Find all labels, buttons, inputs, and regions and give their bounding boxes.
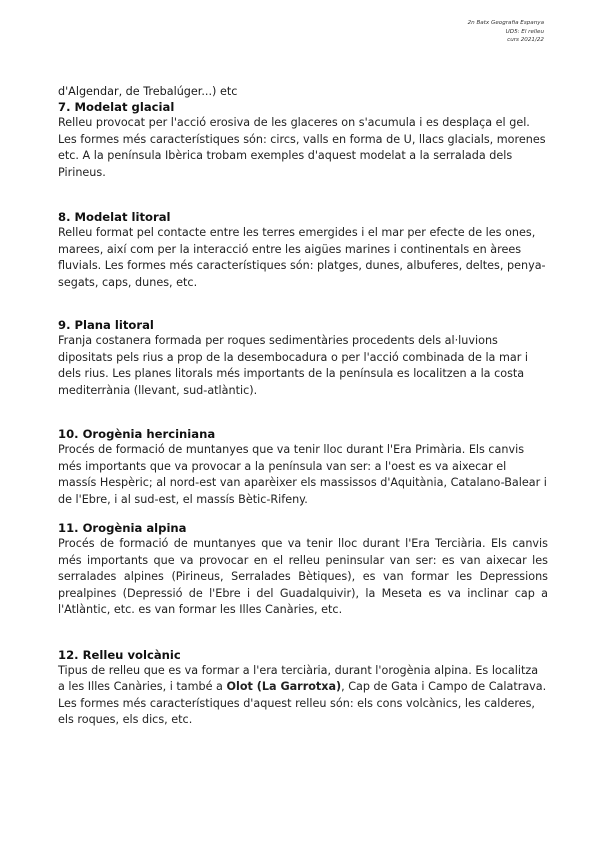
section-heading-plana-litoral: 9. Plana litoral: [58, 318, 154, 332]
page-header: [384, 19, 544, 45]
document-body: [58, 84, 548, 729]
continuation-text: d'Algendar, de Trebalúger...) etc: [58, 85, 238, 98]
section-heading-orogenia-herciniana: 10. Orogènia herciniana: [58, 427, 216, 441]
section-text-orogenia-alpina: Procés de formació de muntanyes que va tenir lloc durant l'Era Terciària. Els canvis més importants que va provocar en el relleu peninsular van ser: es van aixecar les serralades alpines (Pirineus, Serralades Bètiques), es van formar les Depressions prealpines (Depressió de l'Ebre i del Guadalquivir), la Meseta es va inclinar cap a l'Atlàntic, etc. es van formar les Illes Canàries, etc.: [58, 537, 548, 616]
section-heading-glacial: 7. Modelat glacial: [58, 100, 175, 114]
header-year: curs 2021/22: [507, 37, 544, 43]
volcanic-text-part1: Tipus de relleu que es va formar a l'era terciària, durant l'orogènia alpina. Es localitza a les Illes Canàries, i també a: [58, 663, 539, 693]
section-heading-orogenia-alpina: 11. Orogènia alpina: [58, 521, 187, 535]
section-heading-relleu-volcanic: 12. Relleu volcànic: [58, 647, 181, 662]
section-text-plana-litoral: Franja costanera formada per roques sedimentàries procedents dels al·luvions dipositats pels rius a prop de la desembocadura o per l'acció combinada de la mar i dels rius. Les planes litorals més importants de la península es localitzen a la costa mediterrània (llevant, sud-atlàntic).: [58, 334, 528, 397]
header-unit: UD5: El relleu: [505, 28, 544, 35]
header-course: 2n Batx Geografia Espanya: [467, 20, 544, 26]
section-text-litoral: Relleu format pel contacte entre les terres emergides i el mar per efecte de les ones, marees, així com per la interacció entre les aigües marines i continentals en àrees fluvials. Les formes més característiques són: platges, dunes, albuferes, deltes, penya-segats, caps, dunes, etc.: [58, 226, 546, 289]
section-text-relleu-volcanic: [58, 663, 548, 729]
section-heading-litoral: 8. Modelat litoral: [58, 210, 171, 224]
volcanic-text-highlight: Olot (La Garrotxa): [226, 680, 342, 693]
volcanic-text-part2: , Cap de Gata i Campo de Calatrava. Les formes més característiques d'aquest relleu són: els cons volcànics, les calderes, els roques, els dics, etc.: [58, 680, 547, 726]
section-text-orogenia-herciniana: Procés de formació de muntanyes que va tenir lloc durant l'Era Primària. Els canvis més importants que va provocar a la península van ser: a l'oest es va aixecar el massís Hespèric; al nord-est van aparèixer els massissos d'Aquitània, Catalano-Balear i de l'Ebre, i al sud-est, el massís Bètic-Rifeny.: [58, 443, 547, 506]
section-text-glacial: Relleu provocat per l'acció erosiva de les glaceres on s'acumula i es desplaça el gel. Les formes més característiques són: circs, valls en forma de U, llacs glacials, morenes etc. A la península Ibèrica trobam exemples d'aquest modelat a la serralada dels Pirineus.: [58, 116, 546, 179]
